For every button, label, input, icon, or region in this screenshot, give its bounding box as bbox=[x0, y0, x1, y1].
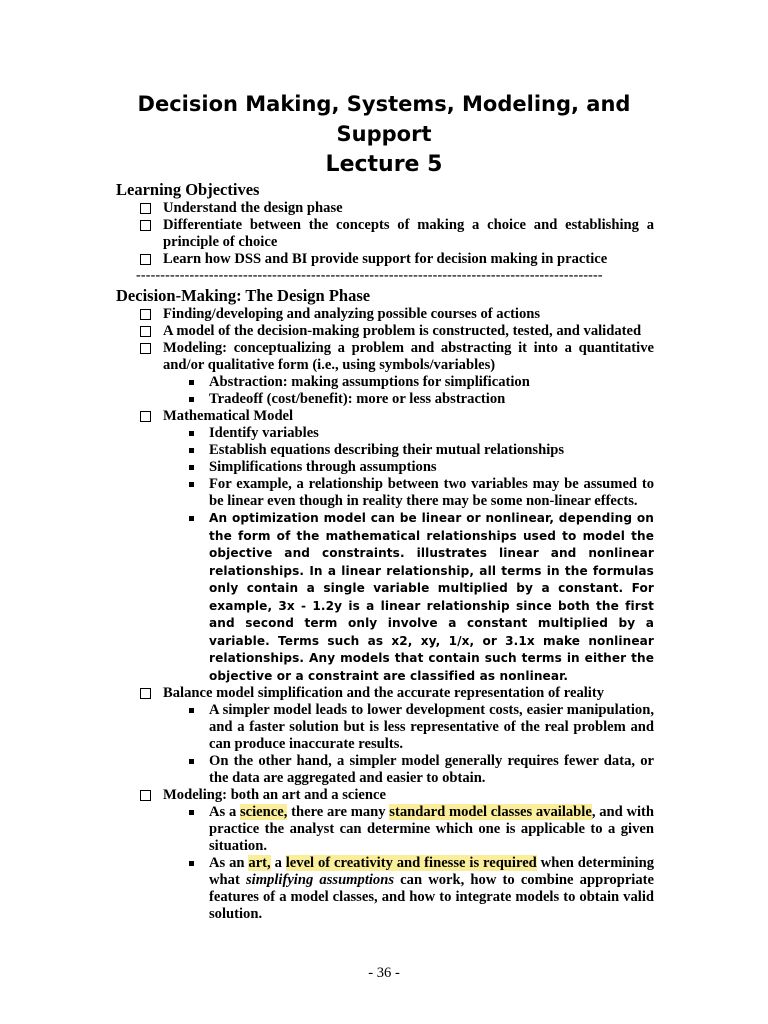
design-item-modeling bbox=[116, 340, 654, 408]
objective-item: Differentiate between the concepts of making a choice and establishing a principle of choice bbox=[116, 217, 654, 251]
design-phase-list bbox=[116, 306, 654, 923]
sub-item-science bbox=[116, 804, 654, 855]
design-phase-heading: Decision-Making: The Design Phase bbox=[116, 286, 371, 305]
sub-item: A simpler model leads to lower development costs, easier manipulation, and a faster solution but is less representative of the real problem and can produce inaccurate results. bbox=[116, 702, 654, 753]
sub-item: Tradeoff (cost/benefit): more or less abstraction bbox=[116, 391, 654, 408]
design-item-text: Balance model simplification and the accurate representation of reality bbox=[163, 685, 605, 701]
design-item-text: Modeling: both an art and a science bbox=[163, 787, 386, 803]
sub-item-art bbox=[116, 855, 654, 923]
design-item-art-science bbox=[116, 787, 654, 923]
document-body bbox=[116, 180, 654, 923]
sub-item-optimization: An optimization model can be linear or nonlinear, depending on the form of the mathematical relationships used to model the objective and constraints. illustrates linear and nonlinear relationships. In a linear relationship, all terms in the formulas only contain a single variable multiplied by a constant. For example, 3x - 1.2y is a linear relationship since both the first and second term only involve a constant multiplied by a variable. Terms such as x2, xy, 1/x, or 3.1x make nonlinear relationships. Any models that contain such terms in either the objective or a constraint are classified as nonlinear. bbox=[116, 510, 654, 685]
highlight-standard-model-classes: standard model classes available bbox=[389, 804, 592, 820]
text-run: As an bbox=[209, 855, 249, 871]
page-number: - 36 - bbox=[368, 965, 400, 981]
document-title-line-2: Support bbox=[336, 122, 432, 146]
balance-sublist bbox=[163, 702, 654, 787]
highlight-science: science, bbox=[239, 804, 288, 820]
learning-objectives-list bbox=[116, 200, 654, 268]
highlight-art: art, bbox=[248, 855, 271, 871]
sub-item: On the other hand, a simpler model generally requires fewer data, or the data are aggregated and easier to obtain. bbox=[116, 753, 654, 787]
text-run: there are many bbox=[287, 804, 390, 820]
document-title-line-1: Decision Making, Systems, Modeling, and bbox=[137, 92, 631, 116]
design-item-balance bbox=[116, 685, 654, 787]
design-item: Finding/developing and analyzing possible courses of actions bbox=[116, 306, 654, 323]
text-run: can work, how to combine appropriate features of a model classes, and how to integrate models to obtain valid solution. bbox=[209, 872, 654, 922]
sub-item: Establish equations describing their mutual relationships bbox=[116, 442, 654, 459]
lecture-number: Lecture 5 bbox=[325, 152, 443, 177]
highlight-creativity: level of creativity and finesse is required bbox=[285, 855, 537, 871]
italic-simplifying-assumptions: simplifying assumptions bbox=[245, 872, 395, 888]
objective-item: Understand the design phase bbox=[116, 200, 654, 217]
learning-objectives-heading: Learning Objectives bbox=[116, 180, 260, 199]
art-science-sublist bbox=[163, 804, 654, 923]
sub-item: Abstraction: making assumptions for simplification bbox=[116, 374, 654, 391]
text-run: when determining what bbox=[209, 855, 654, 888]
math-model-sublist bbox=[163, 425, 654, 685]
design-item-text: Modeling: conceptualizing a problem and abstracting it into a quantitative and/or qualitative form (i.e., using symbols/variables) bbox=[163, 340, 654, 373]
design-item: A model of the decision-making problem is constructed, tested, and validated bbox=[116, 323, 654, 340]
section-separator: ------------------------------------------------------------------------------------------------ bbox=[136, 268, 603, 283]
sub-item: Simplifications through assumptions bbox=[116, 459, 654, 476]
sub-item: Identify variables bbox=[116, 425, 654, 442]
text-run: As a bbox=[209, 804, 240, 820]
modeling-sublist bbox=[163, 374, 654, 408]
text-run: a bbox=[270, 855, 286, 871]
objective-item: Learn how DSS and BI provide support for decision making in practice bbox=[116, 251, 654, 268]
sub-item: For example, a relationship between two variables may be assumed to be linear even though in reality there may be some non-linear effects. bbox=[116, 476, 654, 510]
text-run: , and with practice the analyst can determine which one is applicable to a given situation. bbox=[209, 804, 655, 854]
design-item-text: Mathematical Model bbox=[163, 408, 294, 424]
design-item-mathematical-model bbox=[116, 408, 654, 685]
